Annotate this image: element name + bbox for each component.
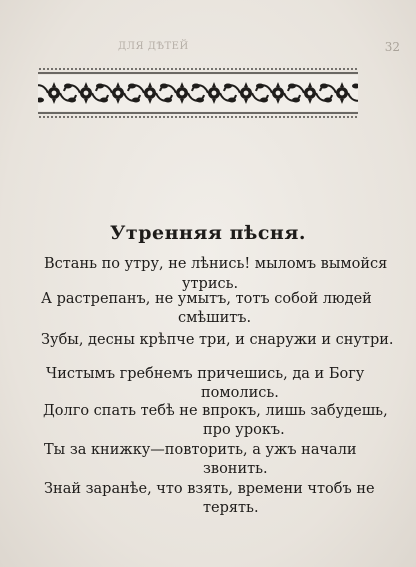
poem-line: Знай заранѣе, что взять, времени чтобъ не [44,481,375,497]
page-header [0,19,416,54]
poem-line: терять. [203,500,259,516]
poem-line: Ты за книжку—повторить, а ужъ начали [44,442,357,458]
page-number: 32 [384,40,400,54]
poem-line: смѣшитъ. [178,310,252,326]
poem-line: Зубы, десны крѣпче три, и снаружи и снутри. [41,332,394,348]
poem-title: Утренняя пѣсня. [110,222,306,244]
poem-line: Долго спать тебѣ не впрокъ, лишь забудешь, [43,403,388,419]
floral-border-ornament-icon [38,63,358,123]
poem-line: звонить. [203,461,268,477]
poem-line: про урокъ. [203,422,285,438]
poem-line: Встань по утру, не лѣнись! мыломъ вымойся [44,256,388,272]
running-head: ДЛЯ ДѢТЕЙ [118,41,189,52]
poem-line: Чистымъ гребнемъ причешись, да и Богу [46,366,365,382]
poem-line: А растрепанъ, не умытъ, тотъ собой людей [41,291,372,307]
poem-line: помолись. [201,385,279,401]
poem-line: утрись. [182,276,239,292]
